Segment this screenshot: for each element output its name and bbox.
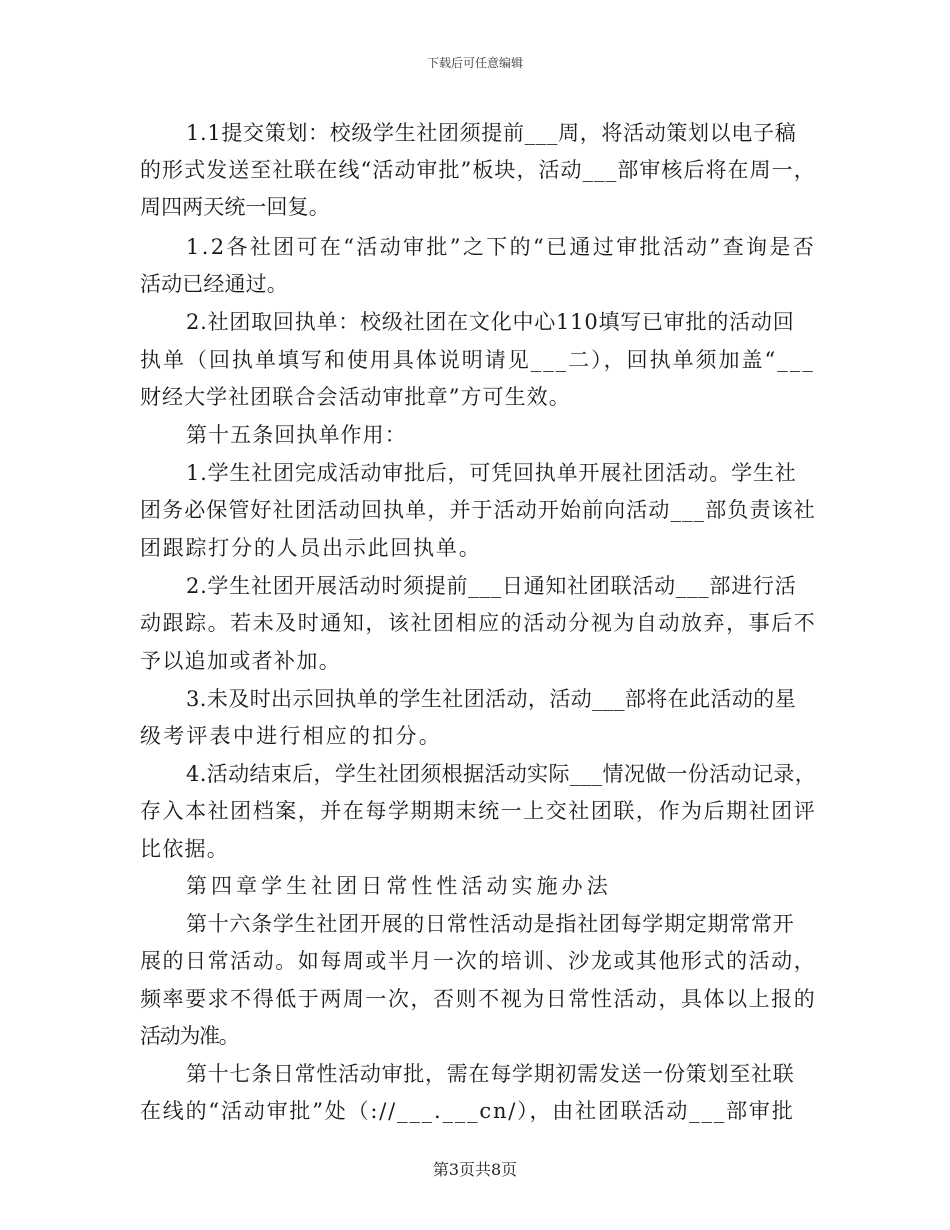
- text-line: 周四两天统一回复。: [140, 195, 330, 219]
- text-line: 在线的“活动审批”处（://___.___cn/），由社团联活动___部审批: [140, 1099, 795, 1123]
- text-line: 1.2各社团可在“活动审批”之下的“已通过审批活动”查询是否: [186, 235, 817, 259]
- text-line: 级考评表中进行相应的扣分。: [140, 724, 442, 748]
- text-line: 3.未及时出示回执单的学生社团活动，活动___部将在此活动的星: [186, 687, 797, 711]
- text-line: 予以追加或者补加。: [140, 649, 342, 673]
- text-line: 2.社团取回执单：校级社团在文化中心110填写已审批的活动回: [186, 310, 795, 334]
- text-line: 4.活动结束后，学生社团须根据活动实际___情况做一份活动记录，: [186, 762, 817, 786]
- text-line: 活动为准。: [140, 1024, 239, 1048]
- page-header: 下载后可任意编辑: [426, 56, 523, 70]
- text-line: 第十五条回执单作用：: [186, 423, 407, 447]
- text-line: 存入本社团档案，并在每学期期末统一上交社团联，作为后期社团评: [140, 799, 817, 823]
- text-line: 的形式发送至社联在线“活动审批”板块，活动___部审核后将在周一，: [140, 158, 816, 182]
- text-line: 1.学生社团完成活动审批后，可凭回执单开展社团活动。学生社: [186, 461, 797, 485]
- text-line: 活动已经通过。: [140, 272, 288, 296]
- text-line: 第十六条学生社团开展的日常性活动是指社团每学期定期常常开: [186, 912, 795, 936]
- text-line: 团跟踪打分的人员出示此回执单。: [140, 536, 482, 560]
- text-line: 执单（回执单填写和使用具体说明请见___二），回执单须加盖“___: [140, 348, 815, 372]
- text-line: 比依据。: [140, 837, 229, 861]
- page-footer: 第3页共8页: [432, 1160, 518, 1179]
- text-line: 1.1提交策划：校级学生社团须提前___周，将活动策划以电子稿: [186, 121, 797, 145]
- text-line: 第十七条日常性活动审批，需在每学期初需发送一份策划至社联: [186, 1062, 795, 1086]
- text-line: 第四章学生社团日常性性活动实施办法: [186, 874, 612, 898]
- text-line: 动跟踪。若未及时通知，该社团相应的活动分视为自动放弃，事后不: [140, 611, 817, 635]
- text-line: 2.学生社团开展活动时须提前___日通知社团联活动___部进行活: [186, 574, 797, 598]
- text-line: 展的日常活动。如每周或半月一次的培训、沙龙或其他形式的活动，: [140, 949, 817, 973]
- text-line: 频率要求不得低于两周一次，否则不视为日常性活动，具体以上报的: [140, 987, 817, 1011]
- text-line: 财经大学社团联合会活动审批章”方可生效。: [140, 385, 571, 409]
- text-line: 团务必保管好社团活动回执单，并于活动开始前向活动___部负责该社: [140, 498, 816, 522]
